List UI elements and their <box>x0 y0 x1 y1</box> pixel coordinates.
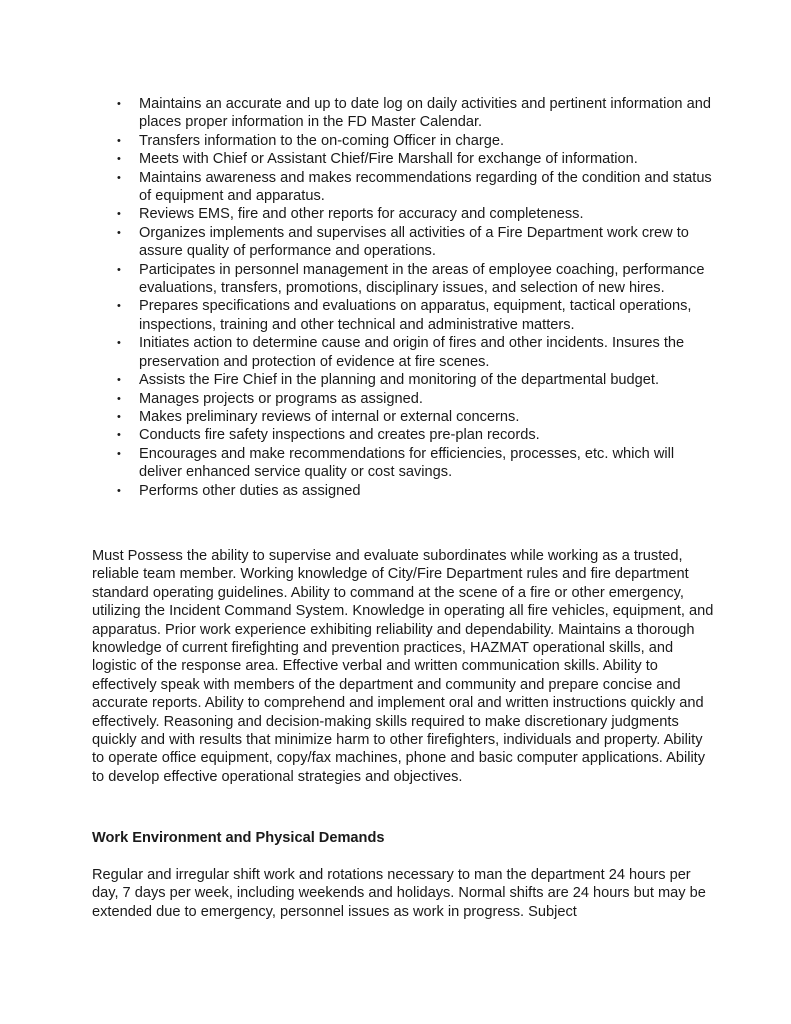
bullet-icon: • <box>117 208 121 221</box>
duty-text: Reviews EMS, fire and other reports for accuracy and completeness. <box>139 206 584 223</box>
list-item <box>117 169 717 206</box>
duty-text: Maintains awareness and makes recommendations regarding of the condition and status of equipment and apparatus. <box>139 169 712 205</box>
duty-text: Meets with Chief or Assistant Chief/Fire Marshall for exchange of information. <box>139 151 638 168</box>
section-heading: Work Environment and Physical Demands <box>92 830 385 846</box>
list-item <box>117 482 717 500</box>
list-item <box>117 334 717 371</box>
list-item <box>117 297 717 334</box>
bullet-icon: • <box>117 429 121 442</box>
list-item <box>117 224 717 261</box>
duties-list <box>117 95 717 500</box>
duty-text: Transfers information to the on-coming Officer in charge. <box>139 132 505 149</box>
qualifications-paragraph: Must Possess the ability to supervise and evaluate subordinates while working as a trusted, reliable team member. Working knowledge of City/Fire Department rules and fire department standard operating guidelines. Ability to command at the scene of a fire or other emergency, utilizing the Incident Command System. Knowledge in operating all fire vehicles, equipment, and apparatus. Prior work experience exhibiting reliability and dependability. Maintains a thorough knowledge of current firefighting and prevention practices, HAZMAT operational skills, and logistic of the response area. Effective verbal and written communication skills. Ability to effectively speak with members of the department and community and prepare concise and accurate reports. Ability to comprehend and implement oral and written instructions quickly and effectively. Reasoning and decision-making skills required to make discretionary judgments quickly and with results that minimize harm to other firefighters, individuals and property. Ability to operate office equipment, copy/fax machines, phone and basic computer applications. Ability to develop effective operational strategies and objectives. <box>92 548 714 785</box>
bullet-icon: • <box>117 392 121 405</box>
duty-text: Organizes implements and supervises all activities of a Fire Department work crew to assure quality of performance and operations. <box>139 224 689 260</box>
bullet-icon: • <box>117 134 121 147</box>
list-item <box>117 132 717 150</box>
bullet-icon: • <box>117 337 121 350</box>
bullet-icon: • <box>117 484 121 497</box>
bullet-icon: • <box>117 98 121 110</box>
list-item <box>117 408 717 426</box>
list-item <box>117 371 717 389</box>
bullet-icon: • <box>117 171 121 184</box>
duty-text: Maintains an accurate and up to date log on daily activities and pertinent information and places proper information in the FD Master Calendar. <box>139 96 711 131</box>
bullet-icon: • <box>117 226 121 239</box>
bullet-icon: • <box>117 447 121 460</box>
list-item <box>117 426 717 444</box>
duty-text: Initiates action to determine cause and origin of fires and other incidents. Insures the preservation and protection of evidence at fire scenes. <box>139 335 685 370</box>
duty-text: Prepares specifications and evaluations on apparatus, equipment, tactical operations, inspections, training and other technical and administrative matters. <box>139 298 692 333</box>
work-environment-paragraph: Regular and irregular shift work and rotations necessary to man the department 24 hours per day, 7 days per week, including weekends and holidays. Normal shifts are 24 hours but may be extended due to emergency, personnel issues as work in progress. Subject <box>92 867 706 920</box>
duty-text: Assists the Fire Chief in the planning and monitoring of the departmental budget. <box>139 372 660 389</box>
bullet-icon: • <box>117 374 121 387</box>
list-item <box>117 445 717 482</box>
duty-text: Manages projects or programs as assigned. <box>139 390 423 407</box>
bullet-icon: • <box>117 410 121 423</box>
duty-text: Encourages and make recommendations for efficiencies, processes, etc. which will deliver enhanced service quality or cost savings. <box>139 445 675 481</box>
duty-text: Conducts fire safety inspections and creates pre-plan records. <box>139 427 540 444</box>
bullet-icon: • <box>117 300 121 313</box>
list-item <box>117 95 717 132</box>
duty-text: Performs other duties as assigned <box>139 482 361 499</box>
bullet-icon: • <box>117 153 121 166</box>
list-item <box>117 390 717 408</box>
duty-text: Makes preliminary reviews of internal or external concerns. <box>139 408 520 425</box>
list-item <box>117 150 717 168</box>
bullet-icon: • <box>117 263 121 276</box>
list-item <box>117 205 717 223</box>
list-item <box>117 261 717 298</box>
duty-text: Participates in personnel management in the areas of employee coaching, performance evaluations, transfers, promotions, disciplinary issues, and selection of new hires. <box>139 261 705 297</box>
